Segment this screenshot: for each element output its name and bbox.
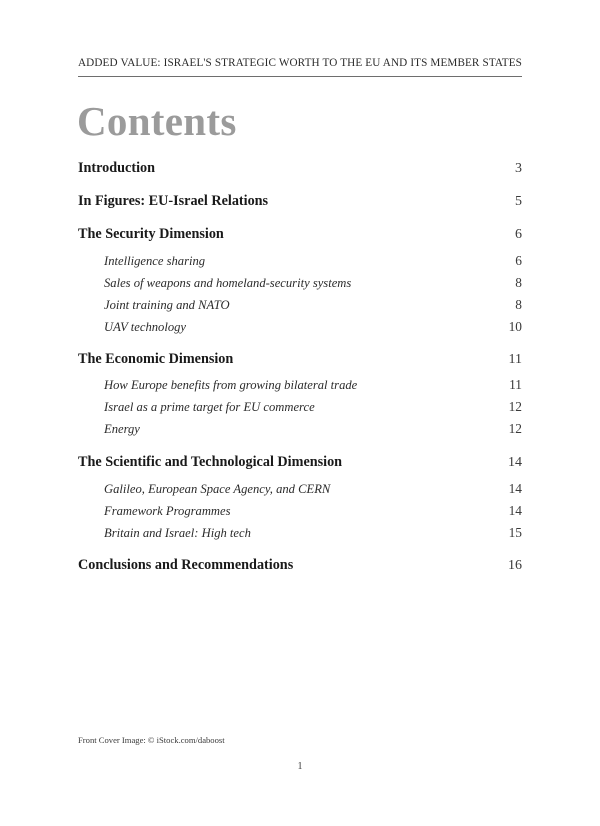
toc-entry-page: 14 — [508, 503, 522, 518]
running-header: ADDED VALUE: ISRAEL'S STRATEGIC WORTH TO THE EU AND ITS MEMBER STATES — [78, 57, 522, 69]
cover-image-credit: Front Cover Image: © iStock.com/daboost — [78, 735, 225, 745]
toc-entry-bilateral-trade[interactable] — [78, 377, 522, 393]
toc-entry-label: How Europe benefits from growing bilateral trade — [104, 378, 358, 392]
toc-entry-label: In Figures: EU-Israel Relations — [78, 193, 269, 209]
toc-entry-security-dimension[interactable] — [78, 226, 522, 243]
toc-entry-page: 5 — [515, 194, 522, 209]
toc-entry-label: Intelligence sharing — [104, 254, 206, 268]
toc-entry-joint-training[interactable] — [78, 297, 522, 313]
toc-entry-framework-programmes[interactable] — [78, 503, 522, 519]
toc-entry-page: 14 — [508, 455, 522, 470]
toc-entry-label: The Economic Dimension — [78, 351, 234, 367]
toc-entry-label: Energy — [104, 422, 140, 436]
header-rule — [78, 76, 522, 77]
toc-entry-introduction[interactable] — [78, 160, 522, 177]
toc-entry-label: Conclusions and Recommendations — [78, 557, 294, 573]
toc-entry-britain-israel[interactable] — [78, 525, 522, 541]
toc-entry-in-figures[interactable] — [78, 193, 522, 210]
toc-entry-label: Britain and Israel: High tech — [104, 526, 251, 540]
toc-entry-page: 14 — [508, 481, 522, 496]
toc-entry-page: 10 — [508, 319, 522, 334]
toc-entry-conclusions[interactable] — [78, 557, 522, 574]
toc-entry-label: The Scientific and Technological Dimension — [78, 454, 343, 470]
toc-entry-page: 8 — [515, 297, 522, 312]
toc-entry-sales-of-weapons[interactable] — [78, 275, 522, 291]
toc-entry-economic-dimension[interactable] — [78, 351, 522, 368]
toc-entry-page: 6 — [515, 227, 522, 242]
toc-entry-galileo[interactable] — [78, 481, 522, 497]
toc-entry-uav-technology[interactable] — [78, 319, 522, 335]
toc-entry-label: Introduction — [78, 160, 155, 176]
toc-entry-label: UAV technology — [104, 320, 187, 334]
toc-entry-page: 11 — [508, 352, 522, 367]
toc-entry-label: The Security Dimension — [78, 226, 224, 242]
toc-entry-label: Joint training and NATO — [104, 298, 230, 312]
page-number: 1 — [297, 761, 303, 772]
toc-entry-scientific-dimension[interactable] — [78, 454, 522, 471]
toc-entry-label: Israel as a prime target for EU commerce — [104, 400, 315, 414]
toc-entry-page: 15 — [508, 525, 522, 540]
toc-entry-page: 16 — [508, 558, 522, 573]
toc-entry-page: 11 — [509, 377, 522, 392]
toc-entry-page: 12 — [508, 399, 522, 414]
toc-entry-label: Framework Programmes — [104, 504, 231, 518]
toc-entry-page: 6 — [515, 253, 522, 268]
toc-entry-prime-target[interactable] — [78, 399, 522, 415]
toc-entry-page: 12 — [508, 421, 522, 436]
toc-entry-label: Sales of weapons and homeland-security systems — [104, 276, 352, 290]
toc-entry-label: Galileo, European Space Agency, and CERN — [104, 482, 331, 496]
toc-entry-page: 8 — [515, 275, 522, 290]
toc-entry-energy[interactable] — [78, 421, 522, 437]
page-title: Contents — [77, 98, 237, 144]
toc-entry-page: 3 — [515, 161, 522, 176]
toc-entry-intelligence-sharing[interactable] — [78, 253, 522, 269]
